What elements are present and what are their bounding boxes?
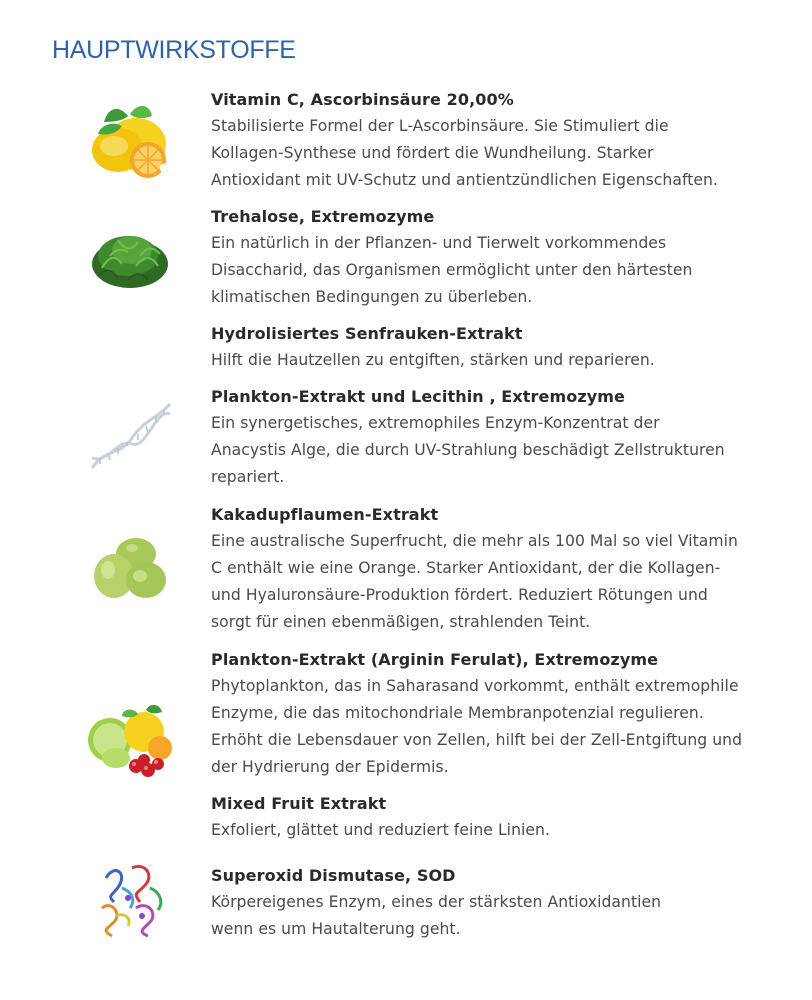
lemon-icon — [88, 98, 174, 180]
ingredient-desc-line: Stabilisierte Formel der L-Ascorbinsäure. Sie Stimuliert die — [211, 117, 669, 135]
ingredient-desc-line: Körpereigenes Enzym, eines der stärksten Antioxidantien — [211, 893, 662, 911]
ingredient-name: Trehalose, Extremozyme — [211, 207, 435, 226]
ingredient-desc-line: repariert. — [211, 468, 285, 486]
ingredient-name: Kakadupflaumen-Extrakt — [211, 505, 439, 524]
ingredient-desc-line: Ein natürlich in der Pflanzen- und Tierwelt vorkommendes — [211, 234, 667, 252]
ingredient-kakadupflaumen — [211, 501, 791, 636]
mixed-fruit-icon — [86, 700, 174, 786]
ingredient-plankton-lecithin — [211, 383, 791, 491]
ingredient-plankton-arginin — [211, 646, 791, 781]
ingredient-desc-line: Disaccharid, das Organismen ermöglicht unter den härtesten — [211, 261, 693, 279]
ingredient-senfrauken — [211, 320, 791, 374]
ingredient-sod — [211, 862, 791, 943]
ingredient-name: Plankton-Extrakt und Lecithin , Extremozyme — [211, 387, 625, 406]
ingredient-desc-line: der Hydrierung der Epidermis. — [211, 758, 449, 776]
protein-structure-icon — [92, 858, 172, 940]
ingredient-desc-line: Eine australische Superfrucht, die mehr als 100 Mal so viel Vitamin — [211, 532, 738, 550]
ingredient-desc-line: klimatischen Bedingungen zu überleben. — [211, 288, 533, 306]
ingredient-name: Mixed Fruit Extrakt — [211, 794, 387, 813]
plum-fruits-icon — [92, 536, 170, 602]
dna-helix-icon — [86, 398, 176, 476]
ingredient-name: Plankton-Extrakt (Arginin Ferulat), Extremozyme — [211, 650, 659, 669]
ingredient-desc-line: Exfoliert, glättet und reduziert feine Linien. — [211, 821, 550, 839]
ingredient-desc-line: Erhöht die Lebensdauer von Zellen, hilft bei der Zell-Entgiftung und — [211, 731, 743, 749]
ingredient-name: Vitamin C, Ascorbinsäure 20,00% — [211, 90, 514, 109]
ingredient-desc-line: Antioxidant mit UV-Schutz und antientzündlichen Eigenschaften. — [211, 171, 718, 189]
ingredient-desc-line: Ein synergetisches, extremophiles Enzym-Konzentrat der — [211, 414, 660, 432]
herb-pile-icon — [88, 220, 172, 292]
ingredient-desc-line: wenn es um Hautalterung geht. — [211, 920, 461, 938]
ingredient-mixed-fruit — [211, 790, 791, 844]
ingredient-desc-line: sorgt für einen ebenmäßigen, strahlenden Teint. — [211, 613, 591, 631]
page-title: HAUPTWIRKSTOFFE — [52, 36, 296, 64]
ingredient-desc-line: C enthält wie eine Orange. Starker Antioxidant, der die Kollagen- — [211, 559, 721, 577]
ingredient-desc-line: Phytoplankton, das in Saharasand vorkommt, enthält extremophile — [211, 677, 739, 695]
ingredient-desc-line: Anacystis Alge, die durch UV-Strahlung beschädigt Zellstrukturen — [211, 441, 725, 459]
ingredient-desc-line: Hilft die Hautzellen zu entgiften, stärken und reparieren. — [211, 351, 655, 369]
ingredient-desc-line: und Hyaluronsäure-Produktion fördert. Reduziert Rötungen und — [211, 586, 708, 604]
ingredient-desc-line: Kollagen-Synthese und fördert die Wundheilung. Starker — [211, 144, 654, 162]
ingredient-name: Superoxid Dismutase, SOD — [211, 866, 456, 885]
ingredient-trehalose — [211, 203, 791, 311]
ingredient-vitamin-c — [211, 86, 791, 194]
ingredient-desc-line: Enzyme, die das mitochondriale Membranpotenzial regulieren. — [211, 704, 704, 722]
ingredient-name: Hydrolisiertes Senfrauken-Extrakt — [211, 324, 523, 343]
